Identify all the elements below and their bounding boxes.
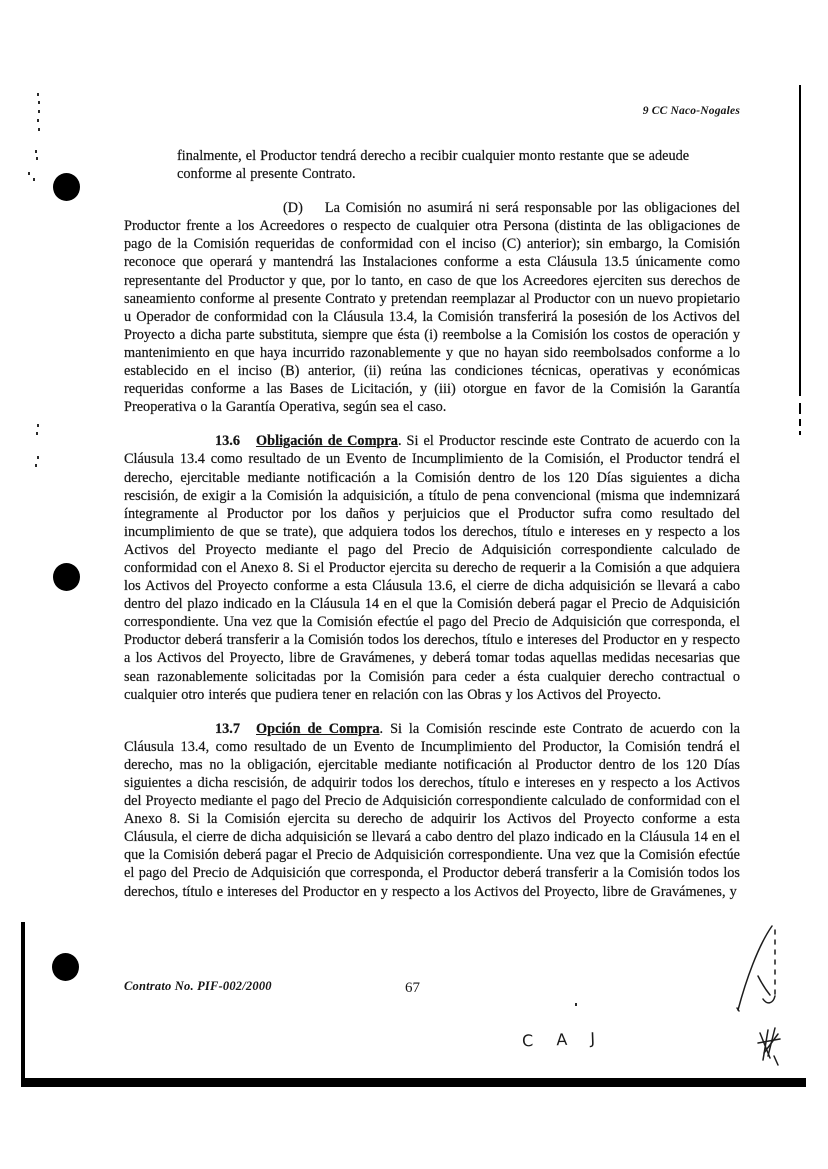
scan-edge-dash	[799, 431, 801, 435]
section-13-7-title: Opción de Compra	[256, 720, 380, 737]
section-13-6-number: 13.6	[215, 433, 241, 450]
section-13-7-text: . Si la Comisión rescinde este Contrato de acuerdo con la Cláusula 13.4, como resultado de un Evento de Incumplimiento del Productor, la Comisión tendrá el derecho, mas no la obligación, ejercitable mediante notificación al Productor dentro de los 120 Días siguientes a dicha rescisión, de adquirir todos los derechos, título e intereses en y respecto a los Activos del Proyecto mediante el pago del Precio de Adquisición correspondiente calculado de conformidad con el Anexo 8. Si la Comisión ejercita su derecho de adquirir los Activos del Proyecto conforme a esta Cláusula, el cierre de dicha adquisición se llevará a cabo dentro del plazo indicado en la Cláusula 14 en el que la Comisión deberá pagar el Precio de Adquisición correspondiente. Una vez que la Comisión efectúe el pago del Precio de Adquisición que corresponda, el Productor deberá transferir a la Comisión todos los derechos, título e intereses del Productor en y respecto a los Activos del Proyecto, libre de Gravámenes, y	[124, 720, 740, 900]
section-13-6-title: Obligación de Compra	[256, 433, 398, 450]
header-doc-reference: 9 CC Naco-Nogales	[642, 105, 740, 117]
paragraph-clause-d	[124, 199, 740, 416]
signature-mark	[730, 918, 810, 1078]
section-13-6-text: . Si el Productor rescinde este Contrato de acuerdo con la Cláusula 13.4 como resultado de un Evento de Incumplimiento de la Comisión, el Productor tendrá el derecho, ejercitable mediante notificación a la Comisión dentro de los 120 Días siguientes a dicha rescisión, de exigir a la Comisión la adquisición, a título de pena convencional (misma que indemnizará íntegramente al Productor por los daños y perjuicios que el Productor sufra como resultado del incumplimiento de que se trate), que adquiera todos los derechos, título e intereses en y respecto a los Activos del Proyecto mediante el pago del Precio de Adquisición correspondiente calculado de conformidad con el Anexo 8. Si el Productor ejercita su derecho de requerir a la Comisión a que adquiera los Activos del Proyecto conforme a esta Cláusula 13.6, el cierre de dicha adquisición se llevará a cabo dentro del plazo indicado en la Cláusula 14 en el que la Comisión deberá pagar el Precio de Adquisición correspondiente. Una vez que la Comisión efectúe el pago del Precio de Adquisición que corresponda, el Productor deberá transferir a la Comisión todos los derechos, título e intereses del Productor en y respecto a los Activos del Proyecto, libre de Gravámenes, y deberá tomar todas aquellas medidas necesarias que sean razonablemente solicitadas por la Comisión para ceder a ésta cualquier derecho contractual o cualquier otro interés que pudiera tener en relación con las Obras y los Activos del Proyecto.	[124, 433, 741, 703]
scan-edge-line-right	[799, 85, 801, 396]
hole-punch-mark	[53, 563, 80, 591]
paragraph-continuation: finalmente, el Productor tendrá derecho a recibir cualquier monto restante que se adeude conforme al presente Contrato.	[177, 148, 690, 183]
footer-contract-number: Contrato No. PIF-002/2000	[124, 979, 272, 993]
section-13-6	[124, 432, 740, 703]
scan-edge-dash	[799, 403, 801, 414]
scan-edge-dash	[799, 419, 801, 426]
hole-punch-mark	[52, 953, 79, 981]
clause-d-label: (D)	[283, 200, 303, 217]
section-13-7	[124, 720, 740, 901]
contract-text-column	[124, 147, 740, 917]
hole-punch-mark	[53, 173, 80, 201]
handwritten-initials-caj: C A J	[521, 1028, 605, 1051]
footer-page-number: 67	[405, 980, 420, 996]
section-13-7-number: 13.7	[215, 720, 241, 737]
scan-edge-line-left	[21, 922, 25, 1087]
scan-edge-bar-bottom	[22, 1078, 806, 1087]
clause-d-text: La Comisión no asumirá ni será responsable por las obligaciones del Productor frente a los Acreedores o respecto de cualquier otra Persona (distinta de las obligaciones de pago de la Comisión requeridas de conformidad con el inciso (C) anterior); sin embargo, la Comisión reconoce que operará y mantendrá las Instalaciones conforme a esta Cláusula 13.5 únicamente como representante del Productor y que, por lo tanto, en caso de que los Acreedores ejerciten sus derechos de saneamiento conforme al presente Contrato y pretendan reemplazar al Productor con un nuevo propietario u Operador de conformidad con la Cláusula 13.4, la Comisión transferirá la posesión de los Activos del Proyecto a dicha parte substituta, siempre que ésta (i) reembolse a la Comisión los costos de operación y mantenimiento en que haya incurrido razonablemente y que no hayan sido reembolsados conforme a lo establecido en el inciso (B) anterior, (ii) reúna las condiciones técnicas, operativas y económicas requeridas conforme a las Bases de Licitación, y (iii) otorgue en favor de la Comisión la Garantía Preoperativa o la Garantía Operativa, según sea el caso.	[124, 200, 740, 416]
